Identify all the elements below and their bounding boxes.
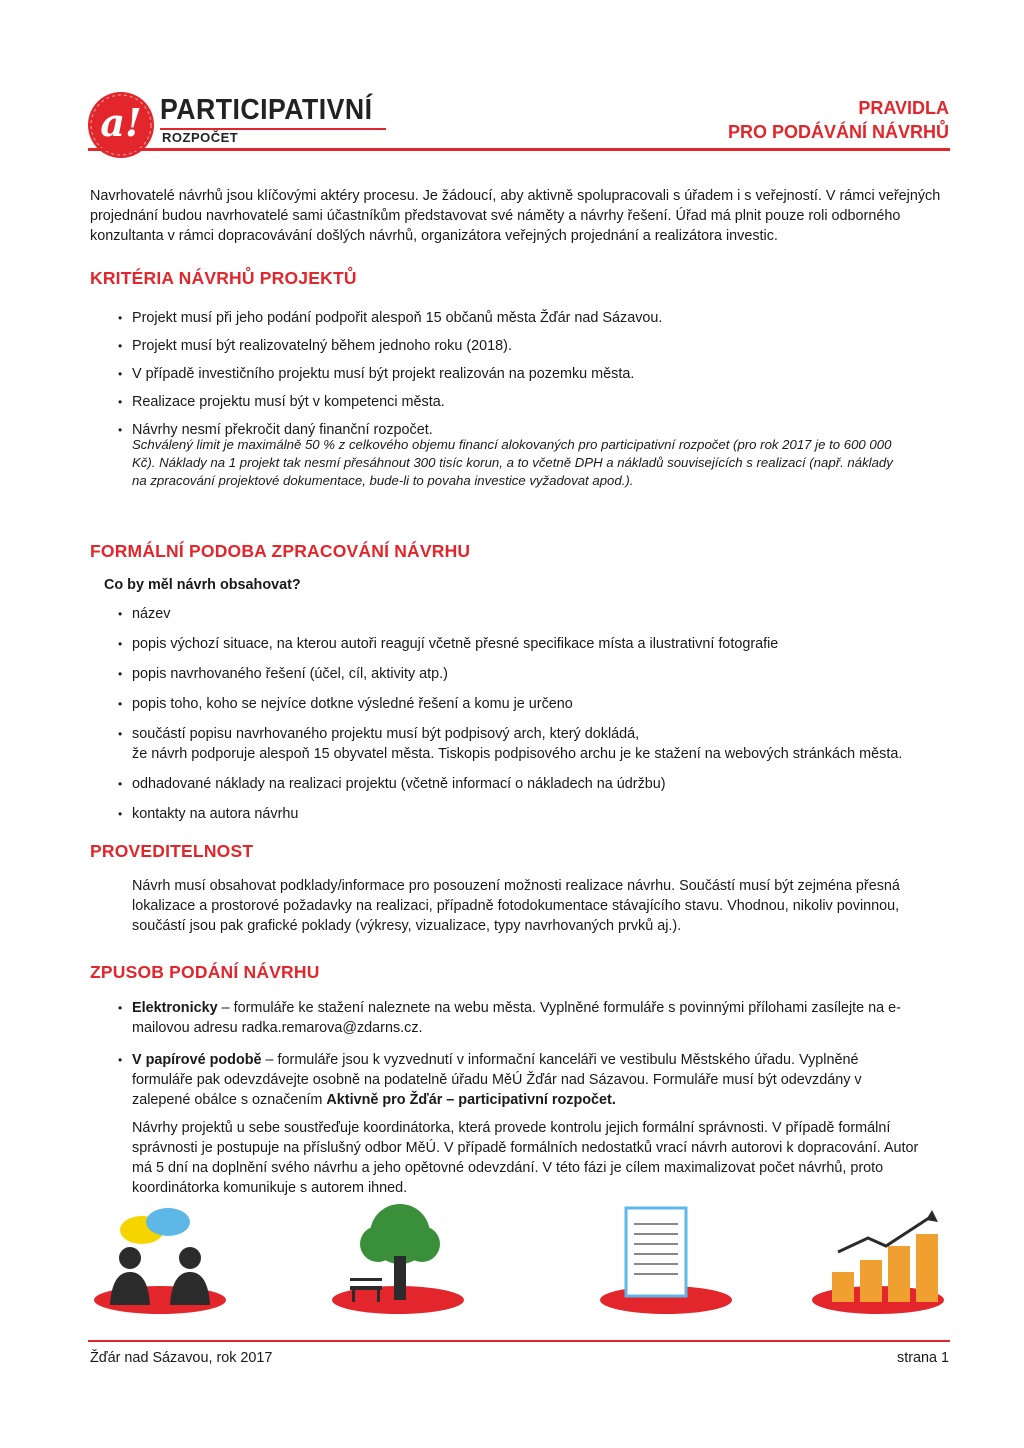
criteria-item: • Projekt musí být realizovatelný během jednoho roku (2018).	[118, 336, 918, 356]
submission-paper	[118, 1050, 918, 1110]
electronic-label: Elektronicky	[132, 1000, 218, 1016]
criteria-list	[118, 308, 918, 440]
brand-subtitle: ROZPOČET	[162, 130, 239, 145]
electronic-text: – formuláře ke stažení naleznete na webu města. Vyplněné formuláře s povinnými přílohami zasílejte na e-mailovou adresu radka.remarova@zdarns.cz.	[132, 1000, 901, 1036]
tree-bench-icon	[328, 1200, 468, 1318]
form-list	[118, 604, 938, 824]
submission-list	[118, 998, 918, 1110]
footer-location-year: Žďár nad Sázavou, rok 2017	[90, 1350, 273, 1366]
paper-label: V papírové podobě	[132, 1052, 262, 1068]
feasibility-paragraph: Návrh musí obsahovat podklady/informace pro posouzení možnosti realizace návrhu. Součástí musí být zejména přesná lokalizace a prostorové požadavky na realizaci, případně fotodokumentace stávajícího stavu. Vhodnou, nikoliv povinnou, součástí jsou pak grafické poklady (výkresy, vizualizace, typy navrhovaných prvků aj.).	[132, 878, 900, 934]
form-item-continuation: že návrh podporuje alespoň 15 obyvatel města. Tiskopis podpisového archu je ke stažení na webových stránkách města.	[132, 746, 903, 762]
submission-heading: ZPUSOB PODÁNÍ NÁVRHU	[90, 962, 320, 982]
footer-divider	[88, 1340, 950, 1342]
criteria-item: • Realizace projektu musí být v kompetenci města.	[118, 392, 918, 412]
criteria-item: • V případě investičního projektu musí být projekt realizován na pozemku města.	[118, 364, 918, 384]
intro-paragraph: Navrhovatelé návrhů jsou klíčovými aktéry procesu. Je žádoucí, aby aktivně spolupracovali s úřadem i s veřejností. V rámci veřejných projednání budou navrhovatelé sami účastníkům představovat své náměty a návrhy řešení. Úřad má plnit pouze roli odborného konzultanta v rámci dopracovávání došlých návrhů, organizátora veřejných projednání a realizátora investic.	[90, 188, 941, 244]
form-question: Co by měl návrh obsahovat?	[104, 577, 301, 593]
form-item: • název	[118, 604, 938, 624]
paper-text: – formuláře jsou k vyzvednutí v informační kanceláři ve vestibulu Městského úřadu. Vyplněné formuláře pak odevzdávejte osobně na podatelně úřadu MěÚ Žďár nad Sázavou. Formuláře musí být odevzdány v zalepené obálce s označením	[132, 1052, 862, 1108]
logo-mark: a!	[100, 100, 142, 145]
submission-electronic	[118, 998, 918, 1038]
criteria-item: • Návrhy nesmí překročit daný finanční rozpočet.	[118, 420, 918, 440]
criteria-budget-note: Schválený limit je maximálně 50 % z celkového objemu financí alokovaných pro participativní rozpočet (pro rok 2017 je to 600 000 Kč). Náklady na 1 projekt tak nesmí přesáhnout 300 tisíc korun, a to včetně DPH a nákladů souvisejících s realizací (např. náklady na zpracování projektové dokumentace, bude-li to povaha investice vyžadovat apod.).	[132, 437, 893, 488]
form-item: • popis toho, koho se nejvíce dotkne výsledné řešení a komu je určeno	[118, 694, 938, 714]
form-item: • popis navrhovaného řešení (účel, cíl, aktivity atp.)	[118, 664, 938, 684]
page-number: strana 1	[897, 1350, 949, 1366]
brand-title: PARTICIPATIVNÍ	[160, 94, 373, 126]
form-heading: FORMÁLNÍ PODOBA ZPRACOVÁNÍ NÁVRHU	[90, 541, 471, 561]
submission-closing: Návrhy projektů u sebe soustřeďuje koordinátorka, která provede kontrolu jejich formální správnosti. V případě formální správnosti je postupuje na příslušný odbor MěÚ. V případě formálních nedostatků vrací návrh autorovi k dopracování. Autor má 5 dní na doplnění svého návrhu a jeho opětovné odevzdání. V této fázi je cílem maximalizovat počet návrhů, proto koordinátorka komunikuje s autorem ihned.	[132, 1120, 919, 1196]
feasibility-heading: PROVEDITELNOST	[90, 841, 254, 861]
form-item: • popis výchozí situace, na kterou autoři reagují včetně přesné specifikace místa a ilustrativní fotografie	[118, 634, 938, 654]
criteria-item: • Projekt musí při jeho podání podpořit alespoň 15 občanů města Žďár nad Sázavou.	[118, 308, 918, 328]
header-rules-title: PRAVIDLA	[858, 98, 949, 118]
form-item: • kontakty na autora návrhu	[118, 804, 938, 824]
form-item: • odhadované náklady na realizaci projektu (včetně informací o nákladech na údržbu)	[118, 774, 938, 794]
header-divider	[88, 148, 950, 151]
header-rules-subtitle: PRO PODÁVÁNÍ NÁVRHŮ	[727, 122, 949, 142]
document-icon	[596, 1200, 736, 1318]
criteria-heading: KRITÉRIA NÁVRHŮ PROJEKTŮ	[90, 268, 357, 288]
form-item: • součástí popisu navrhovaného projektu musí být podpisový arch, který dokládá,	[118, 724, 938, 744]
coins-growth-icon	[808, 1200, 948, 1318]
paper-bold: Aktivně pro Žďár – participativní rozpočet.	[326, 1092, 616, 1108]
people-talking-icon	[90, 1200, 230, 1318]
